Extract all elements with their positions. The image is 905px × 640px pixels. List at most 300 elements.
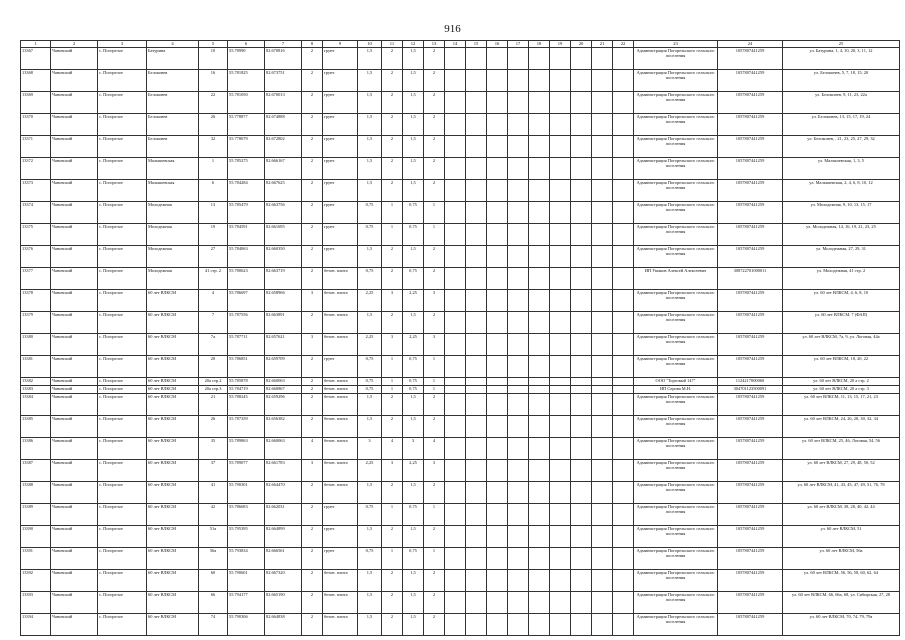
table-cell [592,312,613,334]
table-cell [571,246,592,268]
table-cell: 55.795395 [228,526,265,548]
table-cell: Администрация Погорельского сельского поселения [634,394,718,416]
column-number: 2 [51,41,98,48]
table-cell: с. Погорелое [98,438,147,460]
table-cell [445,394,466,416]
table-cell [487,92,508,114]
table-cell: бетон. плита [323,592,358,614]
table-cell: 2 [424,114,445,136]
table-cell [487,460,508,482]
table-cell [487,548,508,570]
table-cell: 1,5 [403,570,424,592]
table-cell: 55.780623 [228,268,265,290]
table-cell: 13388 [21,482,51,504]
table-cell: 3 [382,460,403,482]
table-cell: с. Погорелое [98,592,147,614]
table-cell [445,202,466,224]
table-cell: бетон. плита [323,268,358,290]
table-cell: ул. Малышевская, 1, 3, 5 [783,158,900,180]
table-cell [466,268,487,290]
table-cell [508,614,529,636]
table-cell [592,290,613,312]
table-cell: 2,25 [403,460,424,482]
table-cell: Молодежная [147,224,199,246]
table-cell: Молодежная [147,202,199,224]
table-cell: 55.789077 [228,460,265,482]
table-cell: 13368 [21,70,51,92]
table-cell [550,438,571,460]
table-cell: 60 лет ВЛКСМ [147,438,199,460]
table-cell: Белоконев [147,114,199,136]
column-number: 22 [613,41,634,48]
table-cell: 26 [199,114,228,136]
table-cell: 1 [424,378,445,386]
table-cell: грунт [323,114,358,136]
table-cell: 55.786851 [228,356,265,378]
table-cell [550,312,571,334]
table-cell: 2 [382,246,403,268]
table-cell: 60 лет ВЛКСМ [147,482,199,504]
table-cell [529,592,550,614]
table-cell [550,92,571,114]
table-cell: 60 лет ВЛКСМ [147,570,199,592]
table-cell: 3 [302,334,323,356]
table-row [21,570,900,592]
table-cell [571,92,592,114]
column-number: 17 [508,41,529,48]
table-cell: грунт [323,548,358,570]
table-cell: Администрация Погорельского сельского поселения [634,312,718,334]
table-cell: 2 [302,548,323,570]
table-cell: с. Погорелое [98,386,147,394]
table-cell: 0,75 [403,356,424,378]
table-cell [466,334,487,356]
table-cell: ул. 60 лет ВЛКСМ, 38, 28, 40, 42, 44 [783,504,900,526]
table-cell: 1057807441259 [718,136,783,158]
table-cell: 82.665190 [265,592,302,614]
table-cell [466,356,487,378]
table-cell [487,224,508,246]
table-cell [529,570,550,592]
table-row [21,504,900,526]
table-cell [571,614,592,636]
table-cell: 55.78990 [228,48,265,70]
table-cell: 0,75 [403,268,424,290]
table-cell: 2 [424,48,445,70]
table-cell: 60 лет ВЛКСМ [147,386,199,394]
table-cell: 1 [382,548,403,570]
table-cell: 0,75 [358,268,382,290]
table-cell: 0,75 [403,548,424,570]
table-cell: ИП Серова М.Н. [634,386,718,394]
table-cell [550,416,571,438]
table-cell [613,202,634,224]
table-cell [445,136,466,158]
table-cell: 13386 [21,438,51,460]
table-cell: 35 [199,438,228,460]
table-cell: Чановский [51,614,98,636]
table-cell: грунт [323,48,358,70]
table-cell [571,136,592,158]
table-cell [550,378,571,386]
table-cell: бетон. плита [323,482,358,504]
table-cell: 1,5 [358,136,382,158]
registry-table [20,40,900,636]
table-cell: 82.672802 [265,136,302,158]
table-cell: 1,5 [403,92,424,114]
table-cell: с. Погорелое [98,570,147,592]
table-cell: ул. 60 лет ВЛКСМ, 70, 74, 79, 79а [783,614,900,636]
table-cell [487,438,508,460]
column-number: 13 [424,41,445,48]
table-row [21,268,900,290]
table-cell: 1,5 [358,158,382,180]
table-cell [508,504,529,526]
table-cell [550,334,571,356]
table-cell: 82.659709 [265,356,302,378]
table-cell [529,290,550,312]
table-cell: 2 [382,48,403,70]
table-cell [613,114,634,136]
table-cell [466,246,487,268]
table-row [21,614,900,636]
table-cell: Чановский [51,504,98,526]
table-cell: ул. 60 лет ВЛКСМ, 51 [783,526,900,548]
table-cell: с. Погорелое [98,92,147,114]
table-cell: 1 [382,378,403,386]
table-cell: с. Погорелое [98,460,147,482]
table-cell: Администрация Погорельского сельского поселения [634,70,718,92]
table-cell [571,548,592,570]
column-number: 8 [302,41,323,48]
table-cell: 2 [424,526,445,548]
table-cell: 4 [382,438,403,460]
table-cell [571,386,592,394]
table-cell [466,460,487,482]
table-cell: 60 лет ВЛКСМ [147,334,199,356]
column-number: 10 [358,41,382,48]
table-cell [613,526,634,548]
table-cell: с. Погорелое [98,158,147,180]
table-cell: Администрация Погорельского сельского поселения [634,460,718,482]
column-number: 3 [98,41,147,48]
table-cell: 82.660350 [265,246,302,268]
table-cell [613,592,634,614]
table-cell [571,526,592,548]
table-cell [592,548,613,570]
table-cell: 1,5 [358,482,382,504]
table-cell: 55.785275 [228,158,265,180]
table-cell: 304701123500091 [718,386,783,394]
table-cell: 2 [302,158,323,180]
table-cell: Чановский [51,592,98,614]
table-cell: Чановский [51,378,98,386]
table-cell: Администрация Погорельского сельского поселения [634,202,718,224]
table-cell: 82.661695 [265,224,302,246]
table-cell [487,334,508,356]
table-cell [550,180,571,202]
table-cell: 82.663756 [265,202,302,224]
table-cell: 20а стр.2 [199,378,228,386]
table-cell [508,224,529,246]
table-cell: с. Погорелое [98,416,147,438]
table-cell [529,504,550,526]
table-cell: 55.786697 [228,290,265,312]
table-cell: Белоконев [147,136,199,158]
page-number: 916 [444,23,461,35]
table-cell: 42 [199,504,228,526]
table-cell [529,48,550,70]
table-cell: 2 [424,92,445,114]
table-cell [571,202,592,224]
table-cell: грунт [323,136,358,158]
table-cell: грунт [323,70,358,92]
table-cell [613,268,634,290]
table-cell [613,548,634,570]
table-cell [487,70,508,92]
table-cell: 1057807441259 [718,246,783,268]
table-cell: 60 лет ВЛКСМ [147,356,199,378]
table-cell [508,482,529,504]
table-cell: Малышевская [147,158,199,180]
table-cell: 27 [199,246,228,268]
table-cell: 1,5 [403,180,424,202]
table-cell: Чановский [51,356,98,378]
table-cell: 6 [199,180,228,202]
table-cell: 2 [302,482,323,504]
table-cell: 82.660867 [265,386,302,394]
table-cell: 1,5 [403,158,424,180]
table-cell: 0,75 [358,356,382,378]
table-cell: 1057807441259 [718,614,783,636]
table-cell [487,386,508,394]
table-cell [466,202,487,224]
table-cell: 2 [382,70,403,92]
table-cell: 82.673751 [265,70,302,92]
column-number-row [21,41,900,48]
table-cell [445,114,466,136]
table-cell: 2 [382,526,403,548]
table-cell [592,246,613,268]
table-cell [529,312,550,334]
table-cell [508,394,529,416]
table-cell: 22 [199,92,228,114]
table-cell: 2 [424,570,445,592]
table-cell: 2 [382,416,403,438]
table-cell [592,482,613,504]
table-cell: ул. Молодежная, 14, 16, 19, 21, 23, 25 [783,224,900,246]
table-cell: Белоконев [147,70,199,92]
table-cell: 19 [199,224,228,246]
table-cell [466,504,487,526]
table-cell [508,416,529,438]
table-cell: 60 лет ВЛКСМ [147,290,199,312]
table-cell: 82.660063 [265,378,302,386]
table-cell: 2 [302,268,323,290]
table-cell [508,48,529,70]
table-cell: Чановский [51,202,98,224]
table-row [21,356,900,378]
table-row [21,386,900,394]
table-cell: бетон. плита [323,570,358,592]
table-cell: 82.658966 [265,290,302,312]
table-cell: 308722701000011 [718,268,783,290]
table-cell [592,356,613,378]
table-cell [487,268,508,290]
table-cell: 13379 [21,312,51,334]
table-cell: Чановский [51,438,98,460]
table-cell: Администрация Погорельского сельского поселения [634,114,718,136]
table-cell [508,136,529,158]
table-row [21,224,900,246]
table-cell [508,592,529,614]
table-cell: 1057807441259 [718,394,783,416]
table-cell [613,290,634,312]
table-cell: 2 [302,416,323,438]
table-cell: ул. 60 лет ВЛКСМ, 66, 66а, 68, ул. Сибирская, 27, 28 [783,592,900,614]
table-row [21,136,900,158]
table-cell: 1057807441259 [718,592,783,614]
table-cell [571,592,592,614]
table-row [21,394,900,416]
table-cell: Администрация Погорельского сельского поселения [634,526,718,548]
table-cell [550,290,571,312]
table-cell: 13374 [21,202,51,224]
table-cell [529,268,550,290]
table-cell: с. Погорелое [98,482,147,504]
table-cell [592,614,613,636]
table-cell: 1057807441259 [718,48,783,70]
table-cell: 1057807441259 [718,570,783,592]
table-cell: с. Погорелое [98,312,147,334]
table-cell [592,504,613,526]
table-cell [445,592,466,614]
table-cell [508,268,529,290]
table-cell: 1,5 [403,246,424,268]
column-number: 24 [718,41,783,48]
table-cell [550,394,571,416]
table-cell: 2 [424,416,445,438]
table-cell [466,416,487,438]
table-cell: 13372 [21,158,51,180]
table-cell [550,268,571,290]
table-cell: 1057807441259 [718,312,783,334]
table-cell: с. Погорелое [98,224,147,246]
table-cell: 1,5 [358,416,382,438]
table-cell [466,290,487,312]
table-cell: 1057807441259 [718,460,783,482]
table-cell [613,180,634,202]
table-cell: 2 [382,268,403,290]
table-cell: 2 [302,394,323,416]
table-cell [592,378,613,386]
table-cell: 2 [424,268,445,290]
table-cell: 1,5 [403,136,424,158]
table-cell: с. Погорелое [98,268,147,290]
table-cell: 82.667625 [265,180,302,202]
table-cell: 13375 [21,224,51,246]
table-cell: 74 [199,614,228,636]
table-cell: 0,75 [403,378,424,386]
table-cell: Чановский [51,312,98,334]
table-cell [550,136,571,158]
table-cell: Чановский [51,386,98,394]
table-cell: 13380 [21,334,51,356]
table-cell: Малышевская [147,180,199,202]
table-cell: 60 лет ВЛКСМ [147,614,199,636]
table-cell: 55.788245 [228,394,265,416]
table-cell: ул. 60 лет ВЛКСМ, 56, 56, 58, 60, 62, 64 [783,570,900,592]
table-cell: 1,5 [358,180,382,202]
table-cell [571,334,592,356]
table-cell [445,438,466,460]
table-cell [550,570,571,592]
table-cell [466,70,487,92]
table-cell [613,386,634,394]
table-cell: 13382 [21,378,51,386]
table-cell: грунт [323,92,358,114]
table-cell: 1,5 [403,416,424,438]
table-cell: Администрация Погорельского сельского поселения [634,504,718,526]
table-cell [445,268,466,290]
table-cell [529,136,550,158]
table-cell: бетон. плита [323,378,358,386]
table-cell [571,48,592,70]
table-cell [550,592,571,614]
table-cell [508,114,529,136]
table-cell: 13391 [21,548,51,570]
table-cell: 82.656382 [265,416,302,438]
table-cell: 2 [302,246,323,268]
table-cell: ул. Белоконев, , 21, 23, 25, 27, 29, 32 [783,136,900,158]
table-cell [613,504,634,526]
table-cell: 13389 [21,504,51,526]
column-number: 9 [323,41,358,48]
table-cell: бетон. плита [323,460,358,482]
table-cell: 26 [199,416,228,438]
table-cell: 1057807441259 [718,114,783,136]
table-row [21,460,900,482]
column-number: 14 [445,41,466,48]
table-cell [550,526,571,548]
table-cell: Администрация Погорельского сельского поселения [634,290,718,312]
table-cell: 55.790306 [228,614,265,636]
table-cell [550,460,571,482]
table-cell: 1 [424,224,445,246]
table-cell: Чановский [51,92,98,114]
table-cell [529,246,550,268]
table-cell: 32 [199,136,228,158]
table-cell [529,334,550,356]
table-cell: с. Погорелое [98,394,147,416]
table-cell: 1,5 [403,482,424,504]
table-cell [466,394,487,416]
table-cell: ул. Малышевская, 2, 4, 6, 8, 10, 12 [783,180,900,202]
table-cell [592,570,613,592]
table-cell: ул. 60 лет ВЛКСМ, 56а [783,548,900,570]
table-cell: 55.787711 [228,334,265,356]
table-cell: 13378 [21,290,51,312]
table-cell: 82.666167 [265,158,302,180]
table-cell: 3 [424,290,445,312]
table-row [21,378,900,386]
table-cell: 16 [199,70,228,92]
table-cell [592,394,613,416]
table-cell [592,202,613,224]
table-cell: 2 [302,570,323,592]
table-cell: Администрация Погорельского сельского поселения [634,438,718,460]
table-cell: ул. Молодежная, 9, 10, 13, 15, 17 [783,202,900,224]
